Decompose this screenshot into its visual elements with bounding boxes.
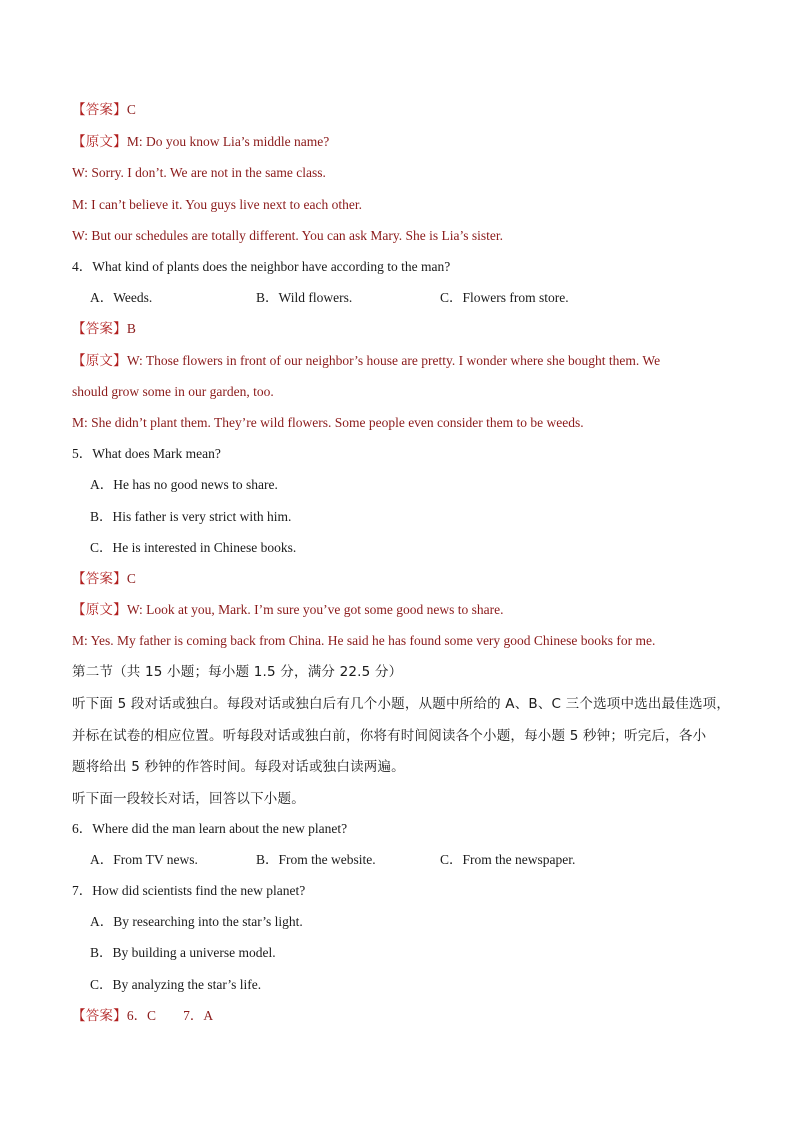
transcript-line: M: Yes. My father is coming back from China. He said he has found some very good Chinese books for me. [72,633,656,648]
option-a: A．Weeds. [90,290,153,305]
section-instructions: 题将给出 5 秒钟的作答时间。每段对话或独白读两遍。 [72,759,405,775]
answer-value: 6．C 7．A [126,1008,214,1023]
section-subheading: 听下面一段较长对话，回答以下小题。 [72,791,305,807]
question-stem: 7．How did scientists find the new planet? [72,883,306,898]
section-title: 第二节（共 15 小题；每小题 1.5 分，满分 22.5 分） [72,664,403,680]
option-b: B．From the website. [256,852,376,867]
section-instructions: 并标在试卷的相应位置。听每段对话或独白前，你将有时间阅读各个小题，每小题 5 秒钟；听完后，各小 [72,728,707,744]
option-b: B．By building a universe model. [90,945,276,960]
answer-tag: 【答案】 [72,102,127,118]
answer-line [72,321,136,337]
transcript-line: W: But our schedules are totally different. You can ask Mary. She is Lia’s sister. [72,228,504,243]
transcript-tag: 【原文】 [72,353,127,369]
answer-line [72,102,136,118]
transcript-text: W: Look at you, Mark. I’m sure you’ve got some good news to share. [126,602,504,617]
transcript-line [72,602,503,618]
option-c: C．From the newspaper. [440,852,576,867]
transcript-tag: 【原文】 [72,602,127,618]
transcript-line: M: She didn’t plant them. They’re wild flowers. Some people even consider them to be weeds. [72,415,584,430]
option-c: C．By analyzing the star’s life. [90,977,262,992]
answer-tag: 【答案】 [72,321,127,337]
transcript-line: W: Sorry. I don’t. We are not in the same class. [72,165,326,180]
question-stem: 5．What does Mark mean? [72,446,221,461]
option-a: A．By researching into the star’s light. [90,914,303,929]
answer-value: C [126,571,136,586]
option-c: C．He is interested in Chinese books. [90,540,297,555]
answer-line [72,571,136,587]
answer-line [72,1008,213,1024]
option-a: A．He has no good news to share. [90,477,278,492]
answer-value: B [126,321,136,336]
option-b: B．His father is very strict with him. [90,509,292,524]
question-stem: 4．What kind of plants does the neighbor have according to the man? [72,259,451,274]
transcript-tag: 【原文】 [72,134,127,150]
answer-tag: 【答案】 [72,1008,127,1024]
answer-tag: 【答案】 [72,571,127,587]
transcript-text: W: Those flowers in front of our neighbor’s house are pretty. I wonder where she bought them. We [126,353,661,368]
transcript-line: should grow some in our garden, too. [72,384,274,399]
transcript-text: M: Do you know Lia’s middle name? [126,134,330,149]
option-a: A．From TV news. [90,852,198,867]
transcript-line [72,134,329,150]
option-b: B．Wild flowers. [256,290,353,305]
question-stem: 6．Where did the man learn about the new planet? [72,821,348,836]
transcript-line [72,353,660,369]
answer-value: C [126,102,136,117]
option-c: C．Flowers from store. [440,290,569,305]
transcript-line: M: I can’t believe it. You guys live next to each other. [72,197,362,212]
section-instructions: 听下面 5 段对话或独白。每段对话或独白后有几个小题，从题中所给的 A、B、C 三个选项中选出最佳选项， [72,696,731,712]
